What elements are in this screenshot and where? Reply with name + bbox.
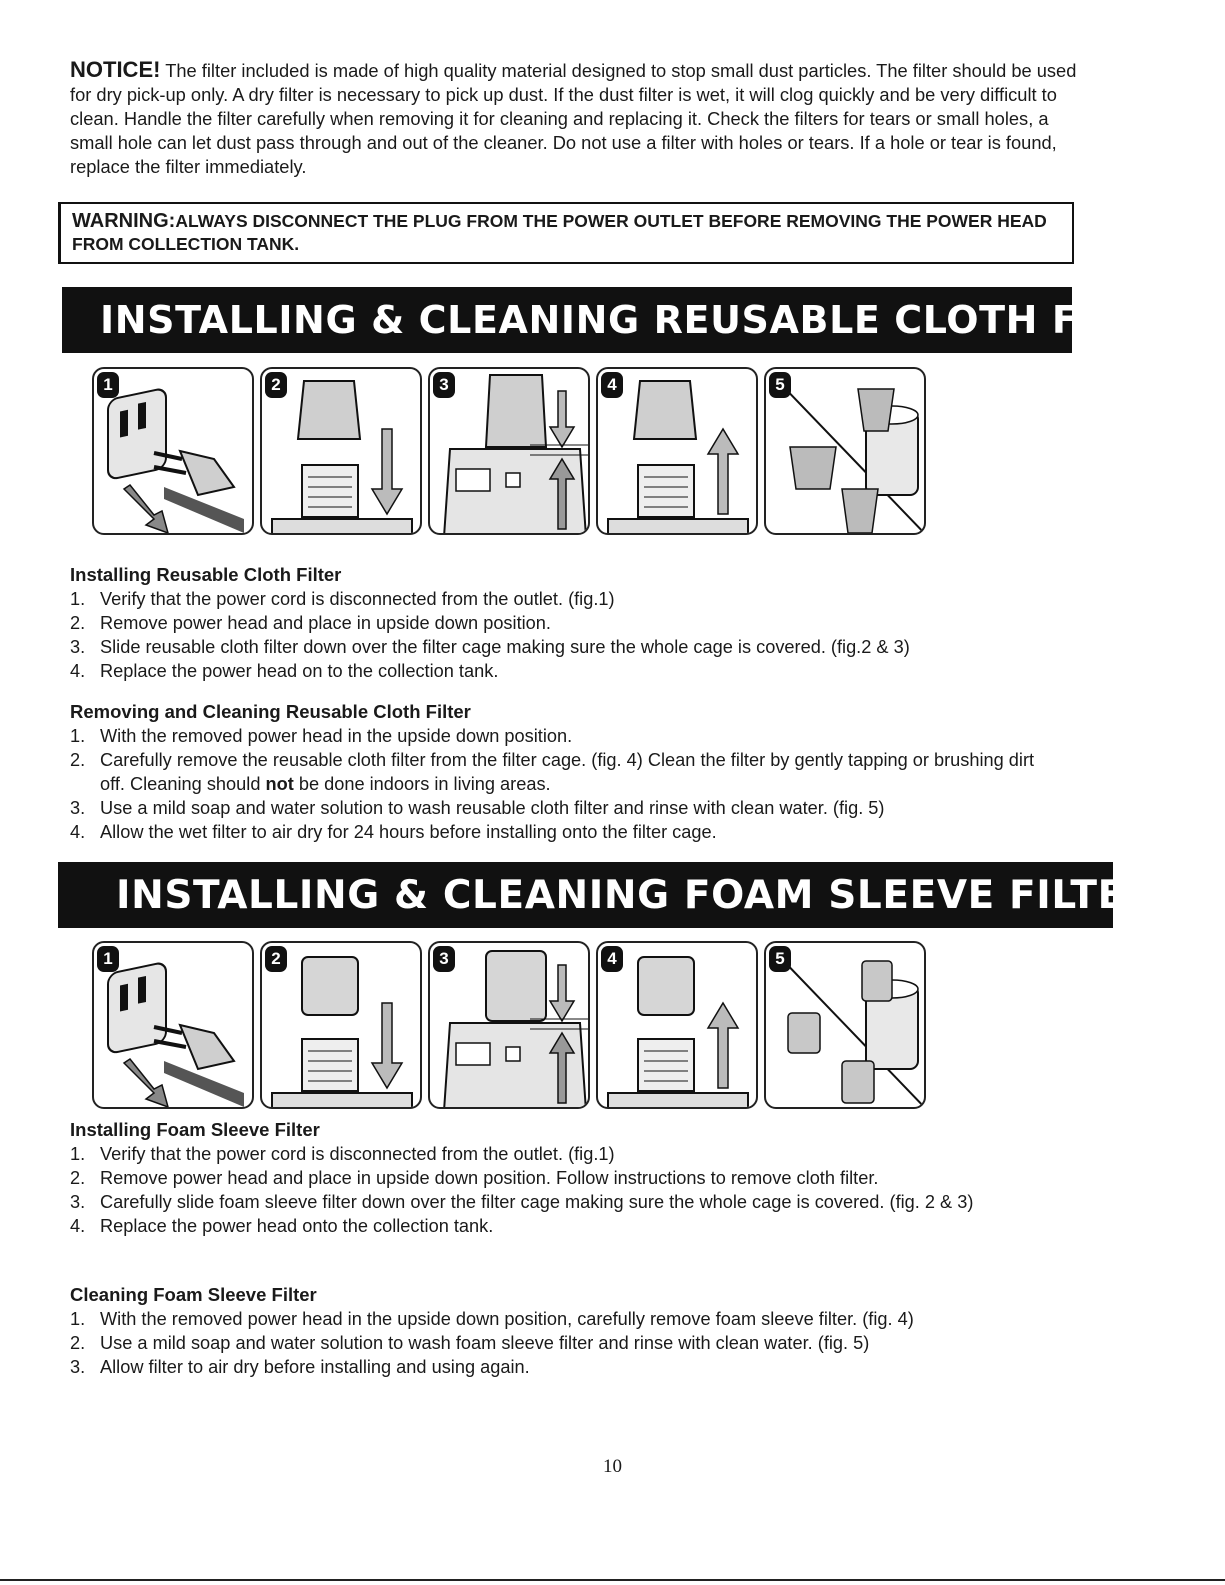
- figure-number-badge: 5: [769, 372, 791, 398]
- bottom-rule: [0, 1579, 1225, 1581]
- warning-text: ALWAYS DISCONNECT THE PLUG FROM THE POWER OUTLET BEFORE REMOVING THE POWER HEAD FROM COLLECTION TANK.: [72, 211, 1047, 254]
- list-item: 2. Use a mild soap and water solution to wash foam sleeve filter and rinse with clean water. (fig. 5): [70, 1333, 870, 1353]
- list-item: 1. With the removed power head in the upside down position, carefully remove foam sleeve filter. (fig. 4): [70, 1309, 914, 1329]
- foam-install-heading: Installing Foam Sleeve Filter: [70, 1119, 320, 1140]
- list-item: 1. With the removed power head in the upside down position.: [70, 726, 573, 746]
- list-item: 2. Remove power head and place in upside down position.: [70, 613, 551, 633]
- cloth-fig-5: [764, 367, 926, 535]
- cloth-fig-1: [92, 367, 254, 535]
- list-item: 4. Replace the power head onto the collection tank.: [70, 1216, 494, 1236]
- foam-install-section: [70, 1118, 1110, 1238]
- cloth-figure-row: [92, 367, 938, 537]
- foam-filter-banner: INSTALLING & CLEANING FOAM SLEEVE FILTER: [58, 862, 1113, 928]
- list-item: 4. Replace the power head on to the collection tank.: [70, 661, 499, 681]
- figure-number-badge: 5: [769, 946, 791, 972]
- figure-number-badge: 2: [265, 946, 287, 972]
- foam-fig-2: [260, 941, 422, 1109]
- page-number: 10: [603, 1456, 622, 1477]
- foam-fig-1: [92, 941, 254, 1109]
- list-item: 3. Carefully slide foam sleeve filter down over the filter cage making sure the whole cage is covered. (fig. 2 & 3): [70, 1192, 974, 1212]
- figure-number-badge: 4: [601, 946, 623, 972]
- figure-number-badge: 4: [601, 372, 623, 398]
- list-item: 3. Slide reusable cloth filter down over the filter cage making sure the whole cage is covered. (fig.2 & 3): [70, 637, 910, 657]
- cloth-clean-heading: Removing and Cleaning Reusable Cloth Filter: [70, 701, 471, 722]
- foam-figure-row: [92, 941, 938, 1111]
- cloth-filter-banner: INSTALLING & CLEANING REUSABLE CLOTH FILTER: [62, 287, 1072, 353]
- cloth-fig-3: [428, 367, 590, 535]
- warning-label: WARNING:: [72, 210, 176, 232]
- cloth-fig-2: [260, 367, 422, 535]
- foam-clean-heading: Cleaning Foam Sleeve Filter: [70, 1284, 317, 1305]
- cloth-install-section: [70, 563, 1110, 683]
- foam-fig-3: [428, 941, 590, 1109]
- list-item: 2. Remove power head and place in upside down position. Follow instructions to remove cloth filter.: [70, 1168, 879, 1188]
- notice-label: NOTICE!: [70, 57, 161, 82]
- cloth-install-steps: [70, 587, 1110, 683]
- list-item: 1. Verify that the power cord is disconnected from the outlet. (fig.1): [70, 589, 615, 609]
- figure-number-badge: 2: [265, 372, 287, 398]
- list-item: 1. Verify that the power cord is disconnected from the outlet. (fig.1): [70, 1144, 615, 1164]
- cloth-clean-steps: [70, 724, 1110, 844]
- foam-clean-steps: [70, 1307, 1110, 1379]
- warning-box: [58, 202, 1074, 264]
- list-item: 2. Carefully remove the reusable cloth filter from the filter cage. (fig. 4) Clean the filter by gently tapping or brushing dirt off. Cleaning should not be done indoors in living areas.: [70, 750, 1035, 794]
- figure-number-badge: 3: [433, 372, 455, 398]
- figure-number-badge: 1: [97, 372, 119, 398]
- list-item: 3. Allow filter to air dry before installing and using again.: [70, 1357, 530, 1377]
- cloth-clean-section: [70, 700, 1110, 844]
- list-item: 3. Use a mild soap and water solution to wash reusable cloth filter and rinse with clean water. (fig. 5): [70, 798, 885, 818]
- foam-fig-4: [596, 941, 758, 1109]
- cloth-install-heading: Installing Reusable Cloth Filter: [70, 564, 342, 585]
- cloth-fig-4: [596, 367, 758, 535]
- notice-paragraph: [70, 58, 1080, 179]
- list-item: 4. Allow the wet filter to air dry for 24 hours before installing onto the filter cage.: [70, 822, 717, 842]
- foam-install-steps: [70, 1142, 1110, 1238]
- figure-number-badge: 1: [97, 946, 119, 972]
- notice-text: The filter included is made of high quality material designed to stop small dust particles. The filter should be used for dry pick-up only. A dry filter is necessary to pick up dust. If the dust filter is wet, it will clog quickly and be very difficult to clean. Handle the filter carefully when removing it for cleaning and replacing it. Check the filters for tears or small holes, a small hole can let dust pass through and out of the cleaner. Do not use a filter with holes or tears. If a hole or tear is found, replace the filter immediately.: [70, 60, 1077, 177]
- figure-number-badge: 3: [433, 946, 455, 972]
- foam-clean-section: [70, 1283, 1110, 1379]
- foam-fig-5: [764, 941, 926, 1109]
